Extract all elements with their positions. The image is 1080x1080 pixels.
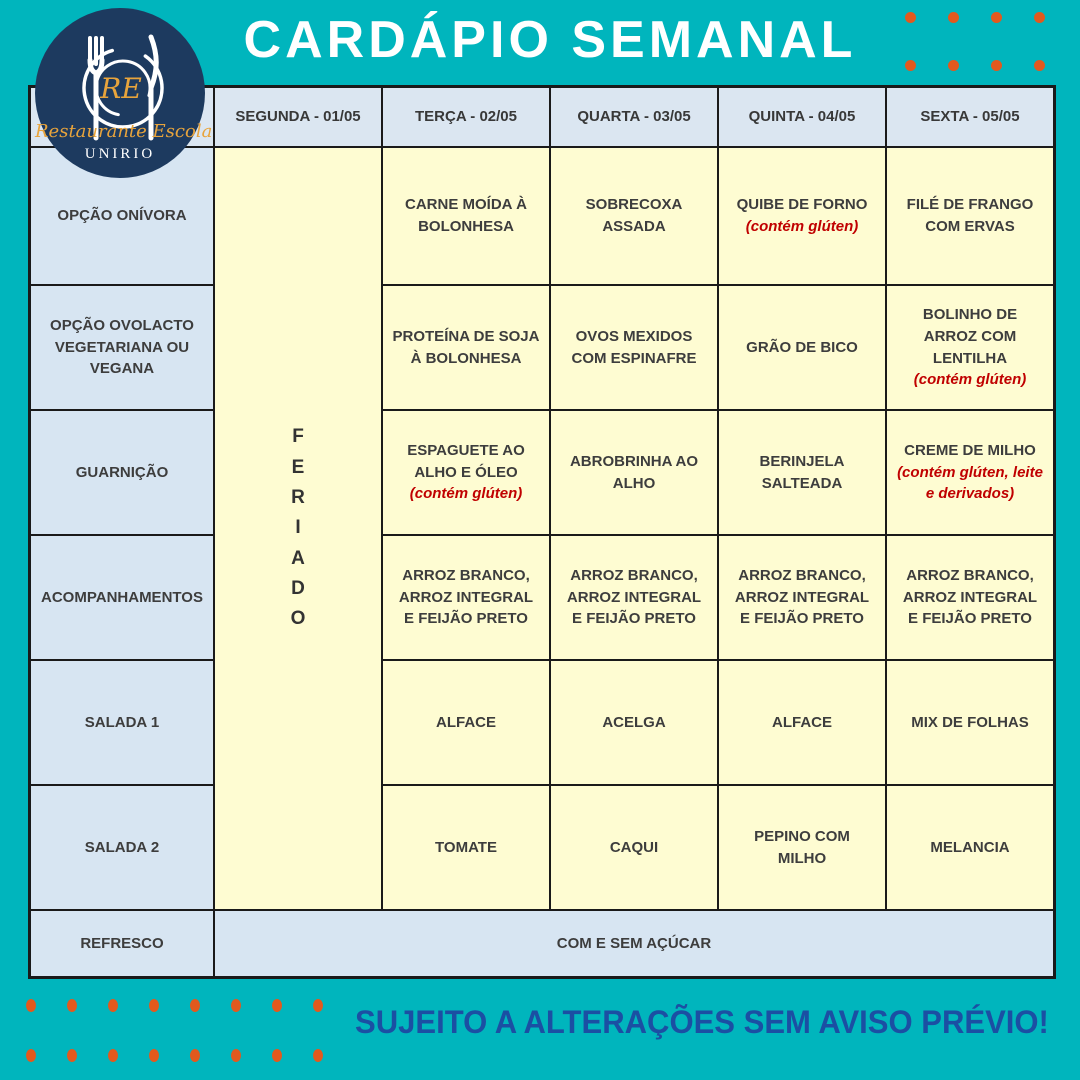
dot-icon (1034, 60, 1045, 71)
menu-cell (718, 535, 886, 660)
dot-icon (991, 12, 1002, 23)
weekly-menu-table (28, 85, 1056, 979)
dish: PEPINO COM MILHO (754, 827, 850, 867)
row-label: OPÇÃO OVOLACTO VEGETARIANA OU VEGANA (30, 285, 214, 410)
dot-icon (26, 999, 36, 1012)
row-label: SALADA 1 (30, 660, 214, 785)
dot-icon (948, 60, 959, 71)
header-quarta: QUARTA - 03/05 (550, 87, 718, 147)
menu-cell (886, 147, 1054, 285)
dish: TOMATE (435, 838, 497, 856)
dot-icon (231, 1049, 241, 1062)
dish: ABROBRINHA AO ALHO (569, 452, 699, 492)
row-label: OPÇÃO ONÍVORA (30, 147, 214, 285)
menu-cell (718, 660, 886, 785)
dish: CREME DE MILHO (904, 441, 1036, 459)
logo-org: UNIRIO (84, 146, 156, 162)
dish: ARROZ BRANCO, ARROZ INTEGRAL E FEIJÃO PRETO (902, 566, 1038, 628)
menu-cell (886, 660, 1054, 785)
header-sexta: SEXTA - 05/05 (886, 87, 1054, 147)
dot-icon (313, 1049, 323, 1062)
logo-name: Restaurante Escola (35, 121, 213, 142)
disclaimer-text: SUJEITO A ALTERAÇÕES SEM AVISO PRÉVIO! (355, 1004, 1049, 1040)
dish: OVOS MEXIDOS COM ESPINAFRE (571, 327, 697, 367)
dot-icon (905, 12, 916, 23)
dish: ALFACE (436, 713, 496, 731)
dot-icon (190, 999, 200, 1012)
menu-cell (550, 660, 718, 785)
logo-initials: RE (100, 72, 142, 105)
decor-dots-top-right (905, 12, 1045, 71)
menu-cell (718, 785, 886, 910)
row-label: GUARNIÇÃO (30, 410, 214, 535)
dish: ESPAGUETE AO ALHO E ÓLEO (407, 441, 525, 481)
dish: GRÃO DE BICO (746, 338, 858, 356)
dish: BOLINHO DE ARROZ COM LENTILHA (922, 306, 1018, 367)
menu-cell (550, 535, 718, 660)
menu-cell (550, 410, 718, 535)
menu-cell (886, 410, 1054, 535)
dot-icon (190, 1049, 200, 1062)
dish: SOBRECOXA ASSADA (585, 196, 683, 235)
dish: FILÉ DE FRANGO COM ERVAS (906, 196, 1034, 235)
restaurant-logo (35, 8, 213, 178)
header-terca: TERÇA - 02/05 (382, 87, 550, 147)
decor-dots-bottom-left (26, 999, 323, 1062)
dot-icon (26, 1049, 36, 1062)
dish: MELANCIA (930, 838, 1010, 856)
row-label: ACOMPANHAMENTOS (30, 535, 214, 660)
allergen-note: (contém glúten) (745, 218, 859, 235)
menu-cell (382, 285, 550, 410)
menu-cell (382, 660, 550, 785)
dot-icon (905, 60, 916, 71)
dish: MIX DE FOLHAS (911, 713, 1029, 731)
dish: ARROZ BRANCO, ARROZ INTEGRAL E FEIJÃO PRETO (734, 566, 870, 628)
dot-icon (948, 12, 959, 23)
menu-cell (550, 147, 718, 285)
row-label: REFRESCO (30, 910, 214, 977)
dish: PROTEÍNA DE SOJA À BOLONHESA (392, 327, 540, 367)
dish: CARNE MOÍDA À BOLONHESA (405, 196, 527, 235)
menu-cell (886, 785, 1054, 910)
dot-icon (313, 999, 323, 1012)
allergen-note: (contém glúten) (913, 371, 1027, 389)
dish: ARROZ BRANCO, ARROZ INTEGRAL E FEIJÃO PRETO (566, 566, 702, 628)
menu-cell (550, 785, 718, 910)
dot-icon (272, 999, 282, 1012)
header-quinta: QUINTA - 04/05 (718, 87, 886, 147)
allergen-note: (contém glúten, leite e derivados) (897, 463, 1043, 503)
dish: QUIBE DE FORNO (736, 196, 868, 214)
dish: BERINJELA SALTEADA (759, 452, 845, 492)
menu-cell (718, 147, 886, 285)
menu-cell (382, 785, 550, 910)
holiday-text: FERIADO (290, 426, 306, 630)
dish: ARROZ BRANCO, ARROZ INTEGRAL E FEIJÃO PRETO (398, 566, 534, 628)
holiday-cell (214, 147, 382, 910)
allergen-note: (contém glúten) (409, 485, 523, 503)
dot-icon (67, 999, 77, 1012)
menu-cell (718, 410, 886, 535)
header-segunda: SEGUNDA - 01/05 (214, 87, 382, 147)
dot-icon (1034, 12, 1045, 23)
dot-icon (231, 999, 241, 1012)
menu-cell (382, 535, 550, 660)
refresco-value-cell: COM E SEM AÇÚCAR (214, 910, 1054, 977)
page-title: CARDÁPIO SEMANAL (243, 11, 857, 69)
dish: ACELGA (602, 713, 666, 731)
dot-icon (108, 999, 118, 1012)
menu-cell (382, 147, 550, 285)
menu-cell (886, 535, 1054, 660)
row-label: SALADA 2 (30, 785, 214, 910)
dot-icon (991, 60, 1002, 71)
dish: CAQUI (609, 838, 659, 856)
dot-icon (272, 1049, 282, 1062)
dot-icon (67, 1049, 77, 1062)
menu-cell (718, 285, 886, 410)
dot-icon (149, 999, 159, 1012)
menu-cell (382, 410, 550, 535)
menu-cell (550, 285, 718, 410)
menu-cell (886, 285, 1054, 410)
dish: ALFACE (772, 713, 832, 731)
dot-icon (108, 1049, 118, 1062)
dot-icon (149, 1049, 159, 1062)
